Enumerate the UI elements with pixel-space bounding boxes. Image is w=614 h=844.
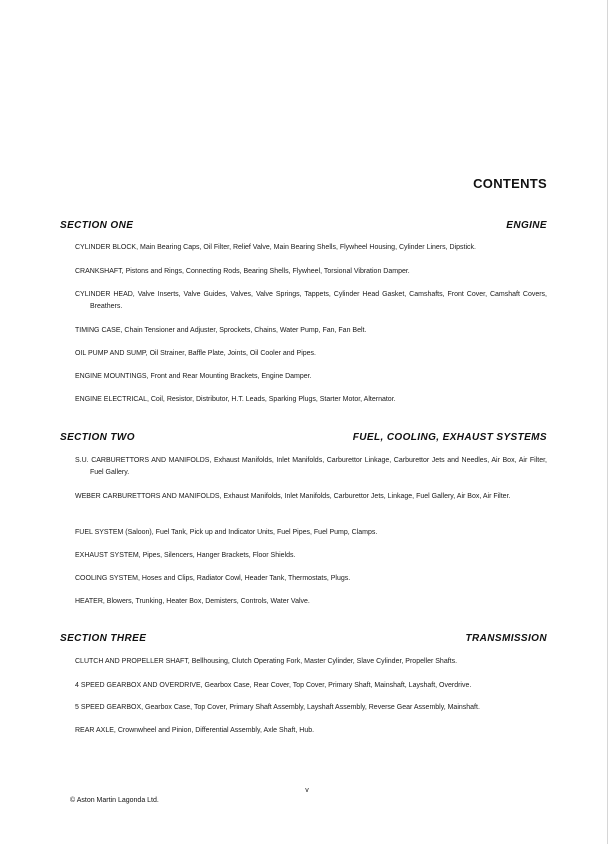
entry-text: Blowers, Trunking, Heater Box, Demisters, Controls, Water Valve. xyxy=(106,598,310,605)
entry-lead: ENGINE MOUNTINGS, xyxy=(75,373,149,380)
section-name: SECTION ONE xyxy=(60,220,134,231)
entry-text: Exhaust Manifolds, Inlet Manifolds, Carburettor Linkage, Carburettor Jets and Needles, Air Box, Air Filter, Fuel Gallery. xyxy=(90,457,547,476)
entry-lead: 4 SPEED GEARBOX AND OVERDRIVE, xyxy=(75,682,203,689)
contents-entry xyxy=(75,325,547,337)
section-name: SECTION THREE xyxy=(60,633,147,644)
entry-lead: ENGINE ELECTRICAL, xyxy=(75,396,149,403)
contents-entry xyxy=(75,394,547,406)
entry-lead: TIMING CASE, xyxy=(75,327,123,334)
entry-text: Oil Strainer, Baffle Plate, Joints, Oil Cooler and Pipes. xyxy=(149,350,316,357)
entry-lead: 5 SPEED GEARBOX, xyxy=(75,704,144,711)
entry-lead: CLUTCH AND PROPELLER SHAFT, xyxy=(75,658,190,665)
page-title: CONTENTS xyxy=(473,176,547,191)
entry-lead: S.U. CARBURETTORS AND MANIFOLDS, xyxy=(75,457,212,464)
entry-lead: REAR AXLE, xyxy=(75,727,116,734)
contents-entry xyxy=(75,725,547,737)
copyright-notice: © Aston Martin Lagonda Ltd. xyxy=(70,797,159,804)
entry-text: Pistons and Rings, Connecting Rods, Bearing Shells, Flywheel, Torsional Vibration Damper. xyxy=(125,268,410,275)
section-one-header xyxy=(60,220,547,234)
entry-lead: FUEL SYSTEM (Saloon), xyxy=(75,529,154,536)
entry-text: Fuel Tank, Pick up and Indicator Units, Fuel Pipes, Fuel Pump, Clamps. xyxy=(155,529,378,536)
entry-text: Pipes, Silencers, Hanger Brackets, Floor Shields. xyxy=(142,552,296,559)
contents-entry xyxy=(75,656,547,668)
section-name: SECTION TWO xyxy=(60,432,135,443)
contents-entry xyxy=(75,348,547,360)
entry-text: Chain Tensioner and Adjuster, Sprockets, Chains, Water Pump, Fan, Fan Belt. xyxy=(124,327,367,334)
entry-lead: WEBER CARBURETTORS AND MANIFOLDS, xyxy=(75,493,222,500)
entry-text: Gearbox Case, Top Cover, Primary Shaft Assembly, Layshaft Assembly, Reverse Gear Assembly, Mainshaft. xyxy=(145,704,480,711)
contents-entry xyxy=(75,455,547,479)
contents-entry xyxy=(75,242,547,254)
section-three-header xyxy=(60,633,547,647)
contents-entry xyxy=(75,573,547,585)
contents-entry xyxy=(75,371,547,383)
entry-text: Valve Inserts, Valve Guides, Valves, Valve Springs, Tappets, Cylinder Head Gasket, Camshafts, Front Cover, Camshaft Covers, Breathers. xyxy=(90,291,548,310)
entry-lead: CYLINDER HEAD, xyxy=(75,291,135,298)
entry-text: Crownwheel and Pinion, Differential Assembly, Axle Shaft, Hub. xyxy=(117,727,315,734)
section-topic: TRANSMISSION xyxy=(465,633,547,644)
contents-entry xyxy=(75,289,547,313)
entry-text: Gearbox Case, Rear Cover, Top Cover, Primary Shaft, Mainshaft, Layshaft, Overdrive. xyxy=(204,682,472,689)
contents-entry xyxy=(75,596,547,608)
entry-text: Exhaust Manifolds, Inlet Manifolds, Carburettor Jets, Linkage, Fuel Gallery, Air Box, Air Filter. xyxy=(223,493,511,500)
entry-lead: HEATER, xyxy=(75,598,105,605)
contents-entry xyxy=(75,266,547,278)
contents-entry xyxy=(75,527,547,539)
scan-edge-line xyxy=(607,0,608,844)
entry-text: Bellhousing, Clutch Operating Fork, Master Cylinder, Slave Cylinder, Propeller Shafts. xyxy=(191,658,458,665)
entry-text: Coil, Resistor, Distributor, H.T. Leads, Sparking Plugs, Starter Motor, Alternator. xyxy=(150,396,396,403)
entry-lead: COOLING SYSTEM, xyxy=(75,575,140,582)
entry-text: Hoses and Clips, Radiator Cowl, Header Tank, Thermostats, Plugs. xyxy=(141,575,351,582)
entry-lead: OIL PUMP AND SUMP, xyxy=(75,350,148,357)
section-topic: ENGINE xyxy=(506,220,547,231)
contents-entry xyxy=(75,491,547,503)
contents-entry xyxy=(75,550,547,562)
entry-lead: EXHAUST SYSTEM, xyxy=(75,552,141,559)
section-two-header xyxy=(60,432,547,446)
entry-lead: CRANKSHAFT, xyxy=(75,268,124,275)
entry-lead: CYLINDER BLOCK, xyxy=(75,244,139,251)
contents-entry xyxy=(75,680,547,692)
entry-text: Front and Rear Mounting Brackets, Engine Damper. xyxy=(150,373,312,380)
page-number: v xyxy=(305,787,309,794)
section-topic: FUEL, COOLING, EXHAUST SYSTEMS xyxy=(352,432,547,443)
entry-text: Main Bearing Caps, Oil Filter, Relief Valve, Main Bearing Shells, Flywheel Housing, Cylinder Liners, Dipstick. xyxy=(139,244,476,251)
contents-entry xyxy=(75,702,547,714)
